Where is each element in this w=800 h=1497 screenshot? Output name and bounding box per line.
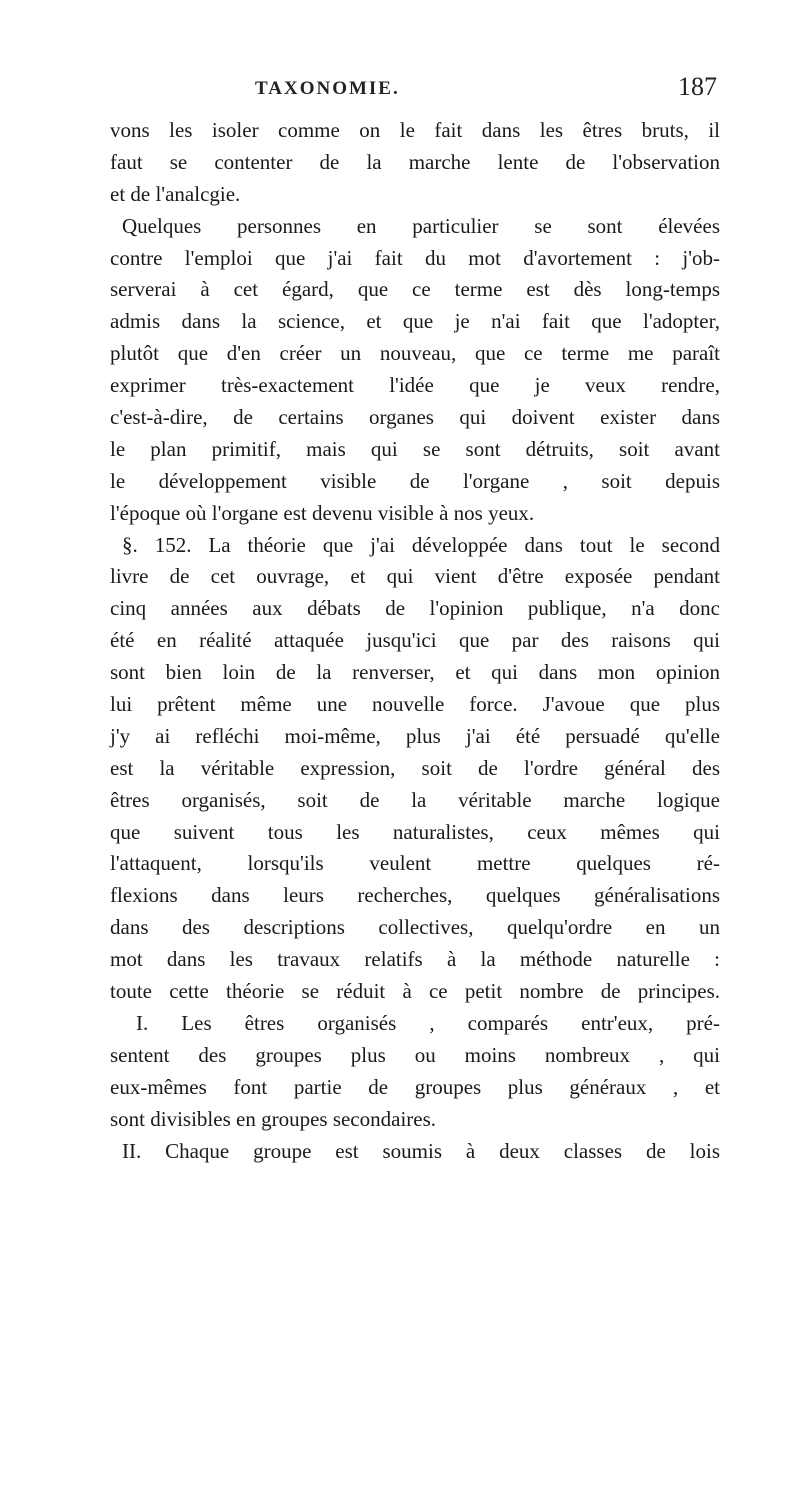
text-line: cinq années aux débats de l'opinion publique, n'a donc xyxy=(110,596,720,621)
text-line: le développement visible de l'organe , soit depuis xyxy=(110,468,720,493)
text-line: Quelques personnes en particulier se sont élevées xyxy=(122,213,720,238)
text-line: plutôt que d'en créer un nouveau, que ce terme me paraît xyxy=(110,341,720,366)
text-line: toute cette théorie se réduit à ce petit nombre de principes. xyxy=(110,979,720,1004)
page-number: 187 xyxy=(678,72,717,101)
text-line: mot dans les travaux relatifs à la méthode naturelle : xyxy=(110,947,720,972)
text-line: et de l'analcgie. xyxy=(110,181,241,206)
text-line: exprimer très-exactement l'idée que je veux rendre, xyxy=(110,373,720,398)
text-line: admis dans la science, et que je n'ai fait que l'adopter, xyxy=(110,309,720,334)
text-line: dans des descriptions collectives, quelqu'ordre en un xyxy=(110,915,720,940)
text-line: II. Chaque groupe est soumis à deux classes de lois xyxy=(122,1138,720,1163)
text-line: serverai à cet égard, que ce terme est dès long-temps xyxy=(110,277,720,302)
text-line: est la véritable expression, soit de l'ordre général des xyxy=(110,755,720,780)
text-line: §. 152. La théorie que j'ai développée dans tout le second xyxy=(122,532,720,557)
text-line: sentent des groupes plus ou moins nombreux , qui xyxy=(110,1042,720,1067)
text-line: contre l'emploi que j'ai fait du mot d'avortement : j'ob- xyxy=(110,245,720,270)
text-line: flexions dans leurs recherches, quelques généralisations xyxy=(110,883,720,908)
text-line: sont bien loin de la renverser, et qui dans mon opinion xyxy=(110,660,720,685)
text-line: sont divisibles en groupes secondaires. xyxy=(110,1106,437,1131)
text-line: vons les isoler comme on le fait dans les êtres bruts, il xyxy=(110,118,720,142)
text-line: été en réalité attaquée jusqu'ici que par des raisons qui xyxy=(110,628,720,653)
text-line: l'époque où l'organe est devenu visible à nos yeux. xyxy=(110,500,535,525)
body-text xyxy=(110,115,720,1167)
text-line: I. Les êtres organisés , comparés entr'eux, pré- xyxy=(136,1010,720,1035)
text-line: faut se contenter de la marche lente de l'observation xyxy=(110,149,720,174)
text-line: que suivent tous les naturalistes, ceux mêmes qui xyxy=(110,819,720,844)
text-line: lui prêtent même une nouvelle force. J'avoue que plus xyxy=(110,692,720,717)
running-title: TAXONOMIE. xyxy=(255,78,400,99)
text-line: le plan primitif, mais qui se sont détruits, soit avant xyxy=(110,436,720,461)
text-line: eux-mêmes font partie de groupes plus généraux , et xyxy=(110,1074,720,1099)
text-line: c'est-à-dire, de certains organes qui doivent exister dans xyxy=(110,405,720,430)
text-line: êtres organisés, soit de la véritable marche logique xyxy=(110,787,720,812)
page-header xyxy=(255,72,717,112)
text-line: livre de cet ouvrage, et qui vient d'être exposée pendant xyxy=(110,564,720,589)
text-line: l'attaquent, lorsqu'ils veulent mettre quelques ré- xyxy=(110,851,720,876)
text-line: j'y ai refléchi moi-même, plus j'ai été persuadé qu'elle xyxy=(110,723,720,748)
